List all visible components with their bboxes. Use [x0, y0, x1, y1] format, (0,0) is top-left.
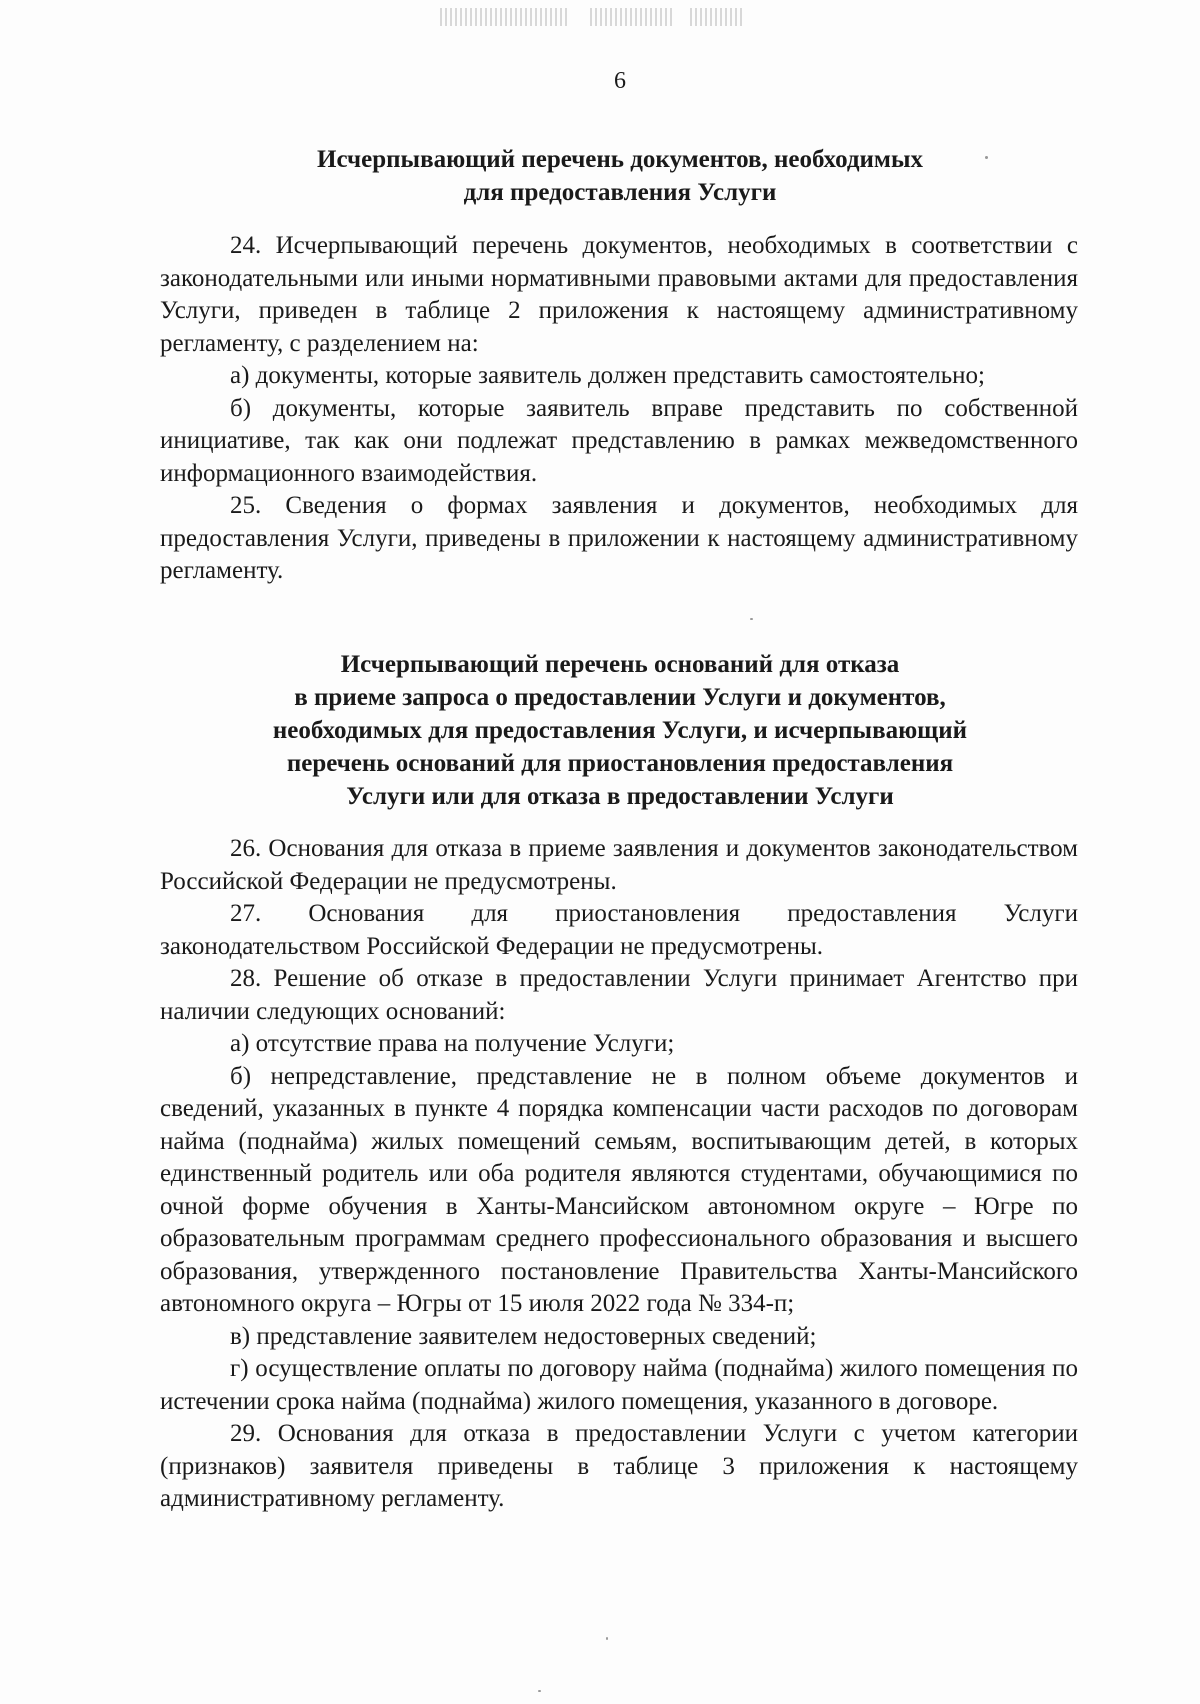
section-heading-refusal — [160, 648, 1080, 813]
scan-artifact — [590, 8, 675, 26]
scan-artifact — [690, 8, 745, 26]
paragraph-28b: б) непредставление, представление не в полном объеме документов и сведений, указанных в пункте 4 порядка компенсации части расходов по договорам найма (поднайма) жилых помещений семьям, воспитывающим детей, в которых единственный родитель или оба родителя являются студентами, обучающимися по очной форме обучения в Ханты-Мансийском автономном округе – Югре по образовательным программам среднего профессионального образования и высшего образования, утвержденного постановление Правительства Ханты-Мансийского автономного округа – Югры от 15 июля 2022 года № 334-п; — [160, 1062, 1078, 1317]
heading-line: в приеме запроса о предоставлении Услуги и документов, — [294, 684, 946, 711]
scan-speck — [538, 1690, 541, 1692]
heading-line: перечень оснований для приостановления предоставления — [286, 750, 954, 777]
heading-line: для предоставления Услуги — [463, 179, 777, 206]
section-heading-documents — [160, 143, 1080, 209]
paragraph-25: 25. Сведения о формах заявления и документов, необходимых для предоставления Услуги, приведены в приложении к настоящему административному регламенту. — [160, 492, 1078, 584]
paragraph-29: 29. Основания для отказа в предоставлении Услуги с учетом категории (признаков) заявителя приведены в таблице 3 приложения к настоящему административному регламенту. — [160, 1420, 1078, 1512]
paragraph-28: 28. Решение об отказе в предоставлении Услуги принимает Агентство при наличии следующих оснований: — [160, 965, 1078, 1025]
paragraph-24: 24. Исчерпывающий перечень документов, необходимых в соответствии с законодательными или иными нормативными правовыми актами для предоставления Услуги, приведен в таблице 2 приложения к настоящему административному регламенту, с разделением на: — [160, 232, 1078, 357]
section-body-refusal — [160, 833, 1078, 1516]
scan-speck — [750, 618, 753, 620]
paragraph-28v: в) представление заявителем недостоверных сведений; — [230, 1322, 817, 1350]
paragraph-28a: а) отсутствие права на получение Услуги; — [230, 1030, 675, 1057]
heading-line: Исчерпывающий перечень документов, необходимых — [317, 146, 923, 173]
paragraph-24a: а) документы, которые заявитель должен представить самостоятельно; — [230, 362, 985, 389]
page-number: 6 — [614, 68, 626, 94]
section-body-documents — [160, 230, 1078, 588]
paragraph-27: 27. Основания для приостановления предоставления Услуги законодательством Российской Федерации не предусмотрены. — [160, 900, 1078, 960]
heading-line: необходимых для предоставления Услуги, и исчерпывающий — [272, 717, 968, 744]
heading-line: Исчерпывающий перечень оснований для отказа — [340, 651, 900, 678]
heading-line: Услуги или для отказа в предоставлении Услуги — [346, 783, 894, 810]
paragraph-26: 26. Основания для отказа в приеме заявления и документов законодательством Российской Федерации не предусмотрены. — [160, 835, 1078, 895]
scan-speck — [606, 1637, 608, 1640]
paragraph-24b: б) документы, которые заявитель вправе представить по собственной инициативе, так как они подлежат представлению в рамках межведомственного информационного взаимодействия. — [160, 394, 1078, 487]
scan-artifact — [440, 8, 570, 26]
paragraph-28g: г) осуществление оплаты по договору найма (поднайма) жилого помещения по истечении срока найма (поднайма) жилого помещения, указанного в договоре. — [160, 1355, 1078, 1415]
scan-speck — [985, 156, 988, 159]
